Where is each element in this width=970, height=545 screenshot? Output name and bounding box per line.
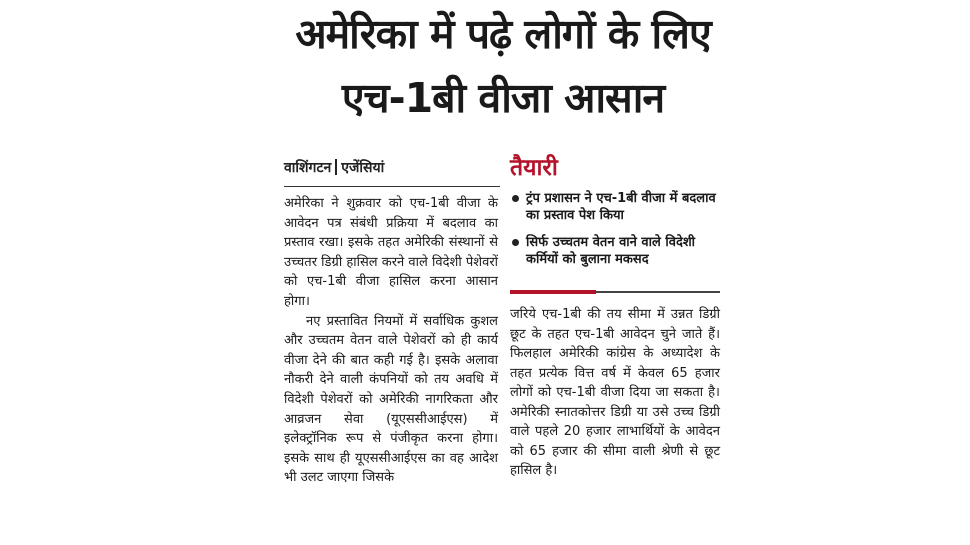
news-clipping	[278, 0, 728, 545]
sidebar-bullet	[510, 190, 722, 224]
divider-line	[596, 291, 720, 293]
left-paragraph-1: अमेरिका ने शुक्रवार को एच-1बी वीजा के आवेदन पत्र संबंधी प्रक्रिया में बदलाव का प्रस्ताव रखा। इसके तहत अमेरिकी संस्थानों से उच्चतर डिग्री हासिल करने वाले विदेशी पेशेवरों को एच-1बी वीजा हासिल करना आसान होगा।	[284, 196, 498, 309]
byline	[284, 158, 384, 177]
left-column	[284, 194, 498, 488]
sidebar-title: तैयारी	[510, 155, 558, 181]
bullet-dot-icon	[512, 195, 519, 202]
bullet-dot-icon	[512, 239, 519, 246]
sidebar-bullet-text: सिर्फ उच्चतम वेतन वाने वाले विदेशी कर्मियों को बुलाना मकसद	[526, 235, 696, 267]
sidebar-bullets	[510, 190, 722, 278]
sidebar-bullet	[510, 234, 722, 268]
byline-agency: एजेंसियां	[341, 160, 385, 176]
divider-accent	[510, 290, 596, 294]
byline-rule	[284, 186, 500, 187]
right-paragraph: जरिये एच-1बी की तय सीमा में उन्नत डिग्री छूट के तहत एच-1बी आवेदन चुने जाते हैं। फिलहाल अमेरिकी कांग्रेस के अध्यादेश के तहत प्रत्येक वित्त वर्ष में केवल 65 हजार लोगों को एच-1बी वीजा दिया जा सकता है। अमेरिकी स्नातकोत्तर डिग्री या उसे उच्च डिग्री वाले पहले 20 हजार लाभार्थियों के आवेदन को 65 हजार की सीमा वाली श्रेणी से छूट हासिल है।	[510, 307, 720, 478]
byline-separator	[335, 159, 337, 175]
byline-location: वाशिंगटन	[284, 160, 332, 176]
headline: अमेरिका में पढ़े लोगों के लिए एच-1बी वीजा आसान	[295, 10, 711, 122]
sidebar-divider	[510, 290, 720, 294]
sidebar-bullet-text: ट्रंप प्रशासन ने एच-1बी वीजा में बदलाव का प्रस्ताव पेश किया	[526, 191, 716, 223]
right-column	[510, 305, 720, 481]
left-paragraph-2: नए प्रस्तावित नियमों में सर्वाधिक कुशल और उच्चतम वेतन वाले पेशेवरों को ही कार्य वीजा देने की बात कही गई है। इसके अलावा नौकरी देने वाली कंपनियों को तय अवधि में विदेशी पेशेवरों को अमेरिकी नागरिकता और आव्रजन सेवा (यूएससीआईएस) में इलेक्ट्रॉनिक रूप से पंजीकृत करना होगा। इसके साथ ही यूएससीआईएस का वह आदेश भी उलट जाएगा जिसके	[284, 313, 498, 486]
